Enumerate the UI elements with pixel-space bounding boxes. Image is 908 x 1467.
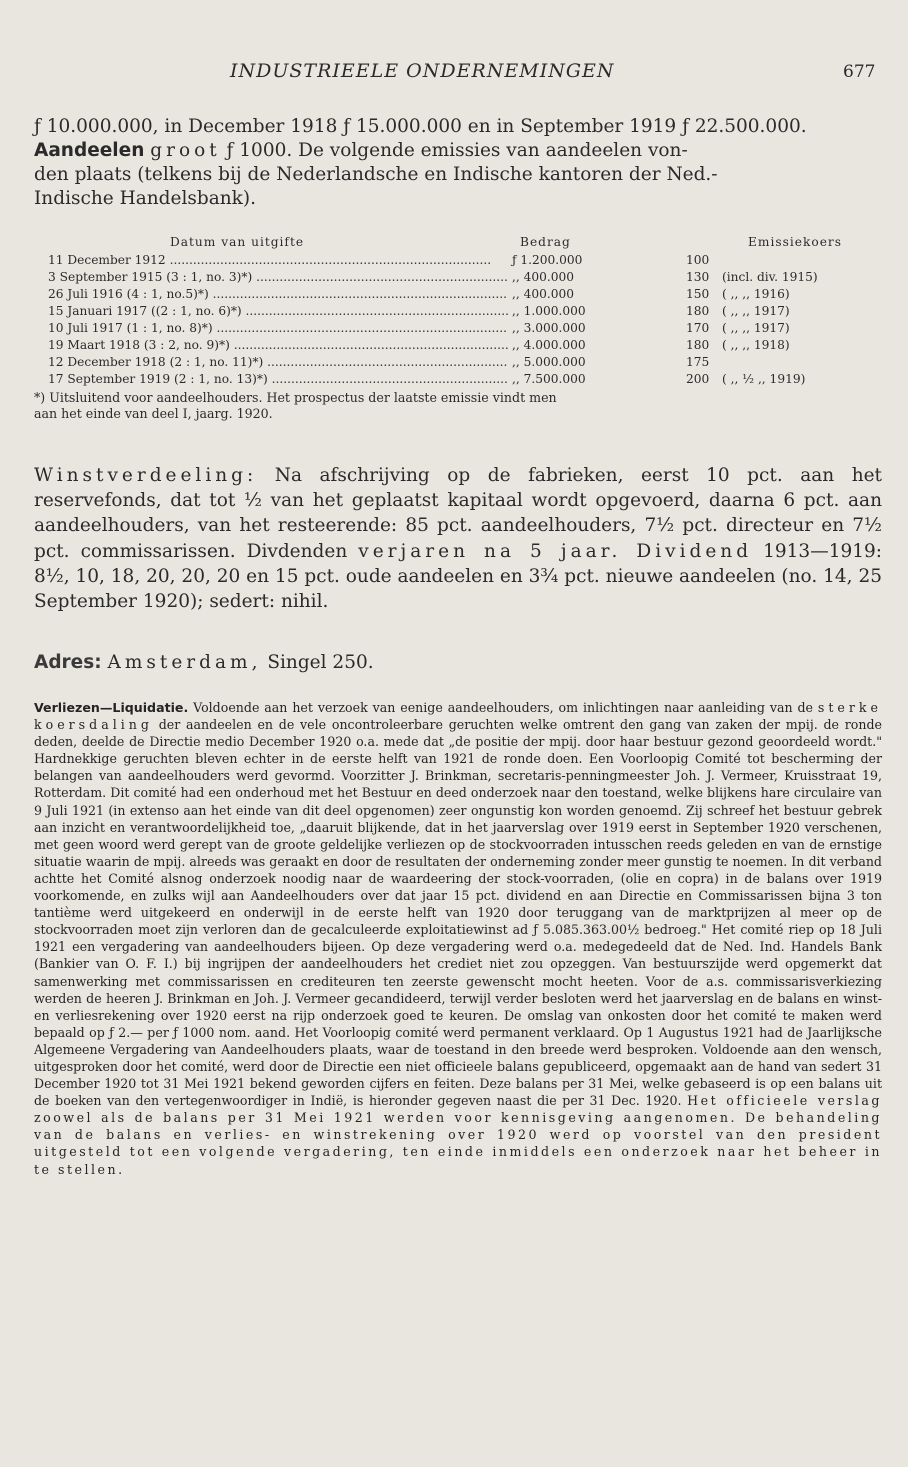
row-amount: ,, 1.000.000 bbox=[512, 304, 586, 318]
row-amount: ,, 5.000.000 bbox=[512, 355, 586, 369]
table-row bbox=[34, 252, 882, 269]
running-title: INDUSTRIEELE ONDERNEMINGEN bbox=[230, 60, 615, 82]
row-note: (incl. div. 1915) bbox=[722, 270, 818, 284]
table-row bbox=[34, 337, 882, 354]
intro-line: Indische Handelsbank). bbox=[34, 188, 256, 209]
table-row bbox=[34, 371, 882, 388]
row-note: ( ,, ,, 1917) bbox=[722, 321, 790, 335]
profit-text: Na afschrijving op de fabrieken, eerst 10 pct. aan het reservefonds, dat tot ½ van het geplaatst kapitaal wordt opgevoerd, daarna 6 pct. aan aandeelhouders, van het resteerende: 85 pct. aandeelhouders, 7½ pct. directeur en 7½ pct. commissarissen. Divdenden bbox=[34, 465, 882, 562]
issue-table-header bbox=[34, 234, 882, 252]
row-rate: 130 bbox=[686, 270, 710, 284]
row-date: 11 December 1912 ..... bbox=[48, 252, 508, 269]
address-label: Adres: bbox=[34, 652, 102, 673]
table-row bbox=[34, 286, 882, 303]
profit-distribution-section bbox=[34, 463, 882, 614]
row-amount: ,, 4.000.000 bbox=[512, 338, 586, 352]
intro-shares-line bbox=[34, 139, 882, 163]
row-date: 12 December 1918 (2 : 1, no. 11)*) ..... bbox=[48, 354, 508, 371]
footnote-line: aan het einde van deel I, jaarg. 1920. bbox=[34, 406, 273, 421]
row-amount: ,, 400.000 bbox=[512, 270, 575, 284]
row-date: 15 Januari 1917 ((2 : 1, no. 6)*) ..... bbox=[48, 303, 508, 320]
losses-text: der aandeelen en de vele oncontroleerbare geruchten welke omtrent den gang van zaken der mpij. de ronde deden, deelde de Directie medio December 1920 o.a. mede dat „de positie der mpij. door haar bestuur gezond geoordeeld wordt." Hardnekkige geruchten bleven echter in de eerste helft van 1921 de ronde doen. Een Voorloopig Comité tot bescherming der belangen van aandeelhouders werd gevormd. Voorzitter J. Brinkman, secretaris-penningmeester Joh. J. Vermeer, Kruisstraat 19, Rotterdam. Dit comité had een onderhoud met het Bestuur en deed onderzoek naar den toestand, welke blijkens hare circulaire van 9 Juli 1921 (in extenso aan het einde van dit deel opgenomen) zeer ongunstig kon worden genoemd. Zij schreef het bestuur gebrek aan inzicht en verantwoordelijkheid toe, „daaruit blijkende, dat in het jaarverslag over 1919 eerst in September 1920 verschenen, met geen woord werd gerept van de groote geldelijke verliezen op de stockvoorraden intusschen reeds geleden en van de ernstige situatie waarin de mpij. alreeds was geraakt en door de resultaten der onderneming zonder meer gunstig te noemen. In dit verband achtte het Comité alsnog onderzoek noodig naar de waardeering der stock-voorraden, (olie en copra) in de balans over 1919 voorkomende, en zulks wijl aan Aandeelhouders over dat jaar 15 pct. dividend en aan Directie en Commissarissen bijna 3 ton tantième werd uitgekeerd en onderwijl in de eerste helft van 1920 door teruggang van de marktprijzen al meer op de stockvoorraden moet zijn verloren dan de gecalculeerde exploitatiewinst ad ƒ 5.085.363.00½ bedroeg." Het comité riep op 18 Juli 1921 een vergadering van aandeelhouders bijeen. Op deze vergadering werd o.a. medegedeeld dat de Ned. Ind. Handels Bank (Bankier van O. F. I.) bij ingrijpen der aandeelhouders het crediet niet zou opzeggen. Van bestuurszijde werd opgemerkt dat samenwerking met commissarissen en crediteuren ten zeerste gewenscht mocht heeten. Voor de a.s. commissarisverkiezing werden de heeren J. Brinkman en Joh. J. Vermeer gecandideerd, terwijl verder besloten werd het jaarverslag en de balans en winst- en verliesrekening over 1920 eerst na rijp onderzoek goed te keuren. De omslag van onkosten door het comité te maken werd bepaald op ƒ 2.— per ƒ 1000 nom. aand. Het Voorloopig comité werd permanent verklaard. Op 1 Augustus 1921 had de Jaarlijksche Algemeene Vergadering van Aandeelhouders plaats, waar de toestand in den breede werd besproken. Voldoende aan den wensch, uitgesproken door het comité, werd door de Directie een niet officieele balans gepubliceerd, opgemaakt aan de hand van sedert 31 December 1920 tot 31 Mei 1921 bekend geworden cijfers en feiten. Deze balans per 31 Mei, welke gebaseerd is op een balans uit de boeken van den vertegenwoordiger in Indië, is hieronder gegeven naast die per 31 Dec. 1920. bbox=[34, 717, 882, 1109]
row-amount: ,, 400.000 bbox=[512, 287, 575, 301]
row-rate: 180 bbox=[686, 304, 710, 318]
row-date: 17 September 1919 (2 : 1, no. 13)*) ..... bbox=[48, 371, 508, 388]
address-line bbox=[34, 652, 374, 673]
header-rate: Emissiekoers bbox=[748, 235, 842, 249]
row-date: 26 Juli 1916 (4 : 1, no.5)*) ..... bbox=[48, 286, 508, 303]
intro-line: ƒ 10.000.000, in December 1918 ƒ 15.000.000 en in September 1919 ƒ 22.500.000. bbox=[34, 116, 807, 137]
losses-heading: Verliezen—Liquidatie. bbox=[34, 700, 189, 715]
row-rate: 170 bbox=[686, 321, 710, 335]
losses-paragraph bbox=[34, 699, 882, 1178]
row-amount: ƒ 1.200.000 bbox=[512, 253, 583, 267]
row-amount: ,, 3.000.000 bbox=[512, 321, 586, 335]
profit-paragraph bbox=[34, 463, 882, 614]
losses-emphasis: Het officieele verslag zoowel als de balans per 31 Mei 1921 werden voor kennisgeving aangenomen. De behandeling van de balans en verlies- en winstrekening over 1920 werd op voorstel van den president uitgesteld tot een volgende vergadering, ten einde inmiddels een onderzoek naar het beheer in te stellen. bbox=[34, 1093, 882, 1177]
dividend-text: 1913—1919: 8½, 10, 18, 20, 20, 20 en 15 pct. oude aandeelen en 3¾ pct. nieuwe aandeelen (no. 14, 25 September 1920); sedert: nihil. bbox=[34, 540, 883, 613]
row-amount: ,, 7.500.000 bbox=[512, 372, 586, 386]
shares-label: Aandeelen bbox=[34, 140, 145, 161]
row-note: ( ,, ,, 1918) bbox=[722, 338, 790, 352]
row-date: 19 Maart 1918 (3 : 2, no. 9)*) ..... bbox=[48, 337, 508, 354]
verjaren-text: verjaren na 5 jaar. bbox=[358, 540, 622, 562]
header-date: Datum van uitgifte bbox=[170, 235, 305, 249]
intro-line: den plaats (telkens bij de Nederlandsche en Indische kantoren der Ned.- bbox=[34, 164, 718, 185]
issue-table-body bbox=[34, 252, 882, 388]
row-rate: 150 bbox=[686, 287, 710, 301]
row-rate: 175 bbox=[686, 355, 710, 369]
footnote-line: *) Uitsluitend voor aandeelhouders. Het prospectus der laatste emissie vindt men bbox=[34, 390, 557, 405]
intro-section bbox=[34, 115, 882, 211]
page-number: 677 bbox=[843, 62, 876, 82]
table-row bbox=[34, 269, 882, 286]
shares-rest: ƒ 1000. De volgende emissies van aandeelen von- bbox=[220, 140, 688, 161]
shares-spaced-word: groot bbox=[150, 140, 221, 161]
row-date: 3 September 1915 (3 : 1, no. 3)*) ..... bbox=[48, 269, 508, 286]
losses-section bbox=[34, 699, 882, 1178]
header-amount: Bedrag bbox=[520, 235, 571, 249]
row-note: ( ,, ½ ,, 1919) bbox=[722, 372, 806, 386]
row-rate: 200 bbox=[686, 372, 710, 386]
table-row bbox=[34, 303, 882, 320]
page-header bbox=[0, 60, 908, 90]
row-rate: 180 bbox=[686, 338, 710, 352]
address-city: Amsterdam, bbox=[107, 652, 262, 673]
row-rate: 100 bbox=[686, 253, 710, 267]
row-date: 10 Juli 1917 (1 : 1, no. 8)*) ..... bbox=[48, 320, 508, 337]
losses-text: Voldoende aan het verzoek van eenige aandeelhouders, om inlichtingen naar aanleiding van de bbox=[188, 700, 818, 715]
dividend-label: Dividend bbox=[621, 540, 753, 562]
table-row bbox=[34, 354, 882, 371]
profit-label: Winstverdeeling: bbox=[34, 465, 258, 486]
row-note: ( ,, ,, 1916) bbox=[722, 287, 790, 301]
table-row bbox=[34, 320, 882, 337]
table-footnote bbox=[34, 390, 882, 422]
row-note: ( ,, ,, 1917) bbox=[722, 304, 790, 318]
losses-emphasis: sterke koersdaling bbox=[34, 700, 882, 733]
address-street: Singel 250. bbox=[261, 652, 374, 673]
issue-table bbox=[34, 234, 882, 422]
